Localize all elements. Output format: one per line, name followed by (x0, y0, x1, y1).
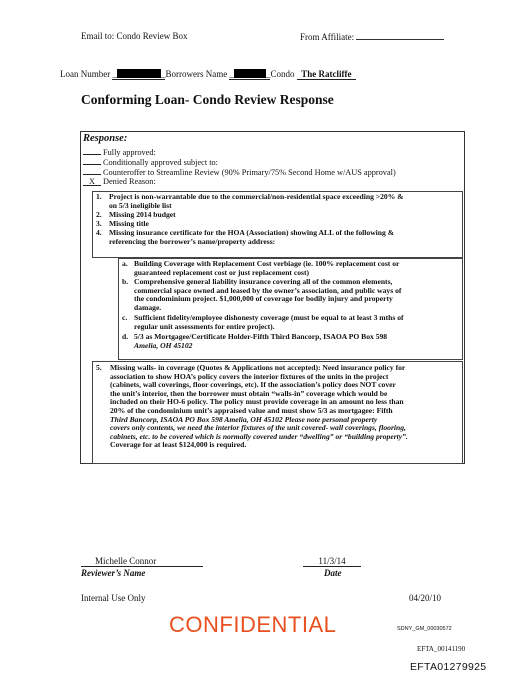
reason-item-5 (96, 364, 458, 450)
reason-5-box (92, 361, 463, 464)
date-value: 11/3/14 (318, 556, 346, 566)
sub-reason-letter: d. (122, 332, 129, 341)
reason-text: covers only contents, we need the interior fixtures of the unit covered- wall coverings, flooring, (110, 423, 406, 433)
efta-number-large: EFTA01279925 (410, 661, 487, 673)
confidential-stamp: CONFIDENTIAL (169, 612, 337, 637)
from-affiliate-label: From Affiliate: (300, 32, 357, 42)
reason-text: cabinets, etc. to be covered which is normally covered under “dwelling” or “building property”. (110, 431, 408, 441)
sub-reason-letter: a. (122, 259, 128, 268)
reason-text: association to show HOA’s policy covers the interior fixtures of the units in the project (110, 371, 389, 381)
sub-reason-c (122, 314, 404, 331)
sub-reason-text: regular unit assessments for entire project). (134, 321, 275, 331)
checkbox-blank (83, 147, 101, 155)
condo-value: The Ratcliffe (301, 69, 352, 79)
sub-reason-text: the condominium project. $1,000,000 of coverage for bodily injury and property (134, 294, 393, 304)
borrowers-name-label: Borrowers Name (165, 69, 230, 79)
sub-reason-text: guaranteed replacement cost or just replacement cost) (134, 267, 310, 277)
reason-number: 3. (96, 219, 102, 228)
efta-number-small: EFTA_00141190 (417, 645, 466, 653)
redaction-box (117, 69, 161, 78)
date-line (303, 556, 361, 567)
checkbox-blank (83, 167, 101, 175)
loan-line: Loan Number _ _Borrowers Name _ _Condo The Ratcliffe (60, 69, 356, 79)
reason-text: included on their HO-6 policy. The policy must provide coverage in an amount no less than (110, 397, 404, 407)
option-label: Conditionally approved subject to: (103, 158, 218, 167)
checkbox-blank (83, 157, 101, 165)
sub-reason-b (122, 278, 401, 312)
reason-text: 20% of the condominium unit’s appraised value and must show 5/3 as mortgagee: Fifth (110, 405, 393, 415)
sub-reason-text: Sufficient fidelity/employee dishonesty coverage (must be equal to at least 3 mths of (134, 313, 404, 322)
reason-text: (cabinets, wall coverings, floor coverings, etc). If the association’s policy does NOT cover (110, 380, 396, 390)
option-counteroffer (83, 167, 396, 177)
sub-reason-text: 5/3 as Mortgagee/Certificate Holder-Fifth Third Bancorp, ISAOA PO Box 598 (134, 332, 388, 341)
reason-text: Missing 2014 budget (109, 210, 176, 219)
sub-reason-text: damage. (134, 302, 162, 312)
reviewer-name-value: Michelle Connor (95, 556, 157, 566)
reason-text: Coverage for at least $124,000 is required. (110, 440, 247, 450)
sub-reason-text: Amelia, OH 45102 (134, 340, 193, 350)
response-box (80, 131, 465, 464)
reason-item-4 (96, 229, 394, 246)
reason-item-1 (96, 193, 404, 210)
reason-text: Missing title (109, 219, 149, 228)
date-label: Date (324, 568, 342, 578)
reviewer-name-line (81, 556, 203, 567)
sub-reason-text: commercial space owned and leased by the owner’s association, and public ways of (134, 285, 402, 295)
reason-text: Project is non-warrantable due to the commercial/non-residential space exceeding >20% & (109, 192, 404, 201)
sub-reason-text: Building Coverage with Replacement Cost verbiage (ie. 100% replacement cost or (134, 259, 400, 268)
form-date: 04/20/10 (409, 593, 442, 603)
reason-text: referencing the borrower’s name/property address: (109, 236, 276, 246)
option-label: Fully approved: (103, 148, 156, 157)
reason-text: on 5/3 ineligible list (109, 200, 172, 210)
reason-number: 4. (96, 228, 102, 237)
bates-number: SDNY_GM_00030572 (397, 626, 452, 632)
reason-number: 1. (96, 192, 102, 201)
response-heading: Response: (83, 133, 128, 144)
sub-reason-letter: c. (122, 313, 128, 322)
option-denied (83, 177, 156, 186)
reasons-box (92, 191, 463, 258)
reason-text: Missing walls- in coverage (Quotes & Applications not accepted): Need insurance policy for (110, 363, 406, 372)
email-to: Email to: Condo Review Box (81, 31, 188, 41)
option-fully-approved (83, 147, 156, 157)
reason-number: 2. (96, 210, 102, 219)
sub-reason-a (122, 260, 399, 277)
redaction-box (234, 69, 266, 78)
sub-reason-text: Comprehensive general liability insurance covering all of the common elements, (134, 277, 393, 286)
from-affiliate (300, 31, 444, 42)
reason-text: the unit’s interior, then the borrower must obtain “walls-in” coverage which would be (110, 388, 388, 398)
reason-number: 5. (96, 363, 102, 372)
reason-text: Third Bancorp, ISAOA PO Box 598 Amelia, OH 45102 Please note personal property (110, 414, 378, 424)
loan-number-label: Loan Number (60, 69, 113, 79)
sub-reason-d (122, 333, 387, 350)
condo-label: Condo (270, 69, 297, 79)
checkbox-mark: X (83, 178, 101, 186)
option-label: Denied Reason: (103, 177, 156, 186)
page-title: Conforming Loan- Condo Review Response (81, 92, 334, 107)
reviewer-name-label: Reviewer’s Name (81, 568, 146, 578)
reason-text: Missing insurance certificate for the HOA (Association) showing ALL of the following & (109, 228, 395, 237)
sub-reason-letter: b. (122, 277, 129, 286)
option-conditionally-approved (83, 157, 218, 167)
sub-reasons-box (118, 258, 463, 360)
internal-use-label: Internal Use Only (81, 593, 146, 603)
option-label: Counteroffer to Streamline Review (90% Primary/75% Second Home w/AUS approval) (103, 168, 396, 177)
